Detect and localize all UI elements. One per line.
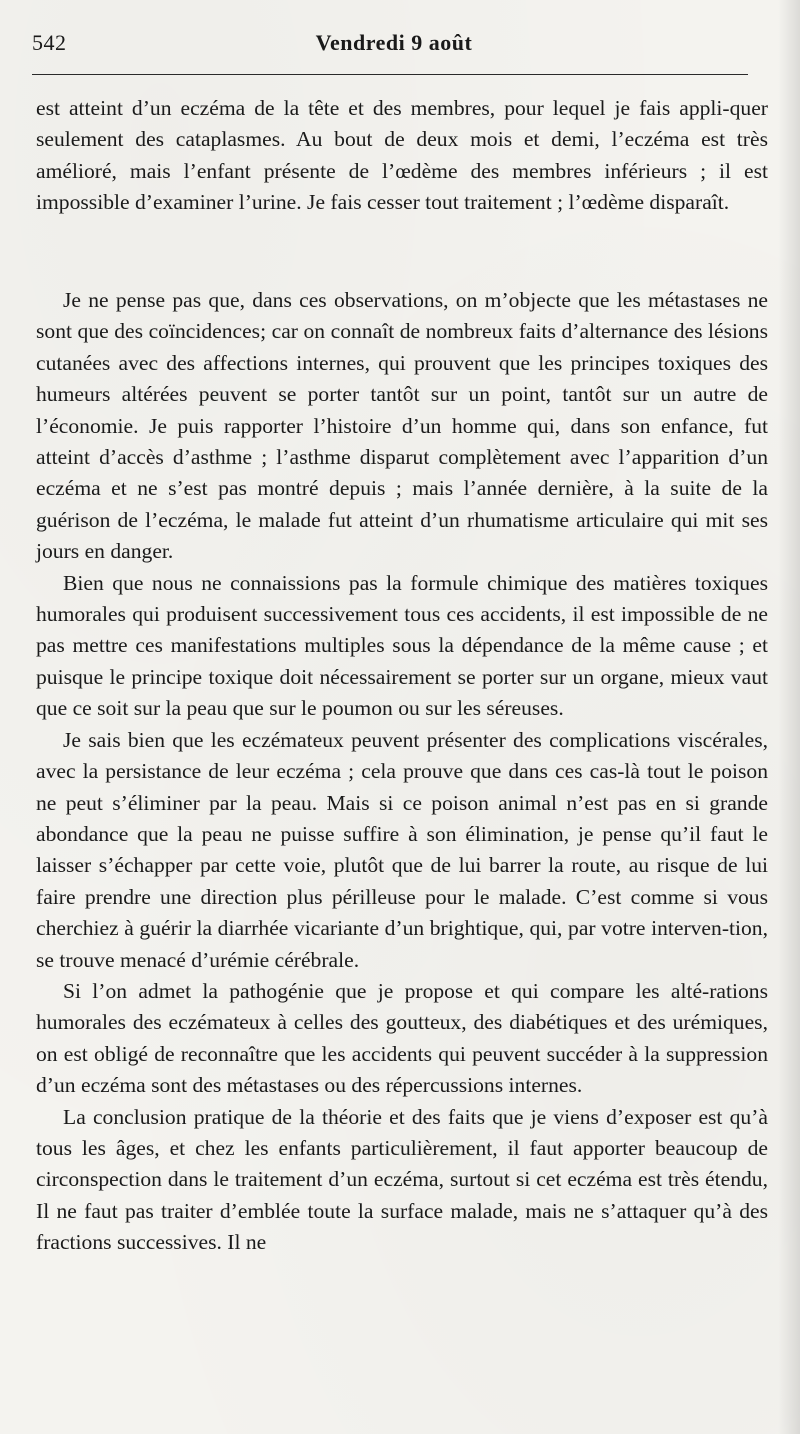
header-rule xyxy=(32,74,748,75)
paragraph: La conclusion pratique de la théorie et des faits que je viens d’exposer est qu’à tous les âges, et chez les enfants particulièrement, il faut apporter beaucoup de circonspection dans le traitement d’un eczéma, surtout si cet eczéma est très étendu, Il ne faut pas traiter d’emblée toute la surface malade, mais ne s’attaquer qu’à des fractions successives. Il ne xyxy=(36,1104,768,1255)
paragraph: Je ne pense pas que, dans ces observations, on m’objecte que les métastases ne sont que des coïncidences; car on connaît de nombreux faits d’alternance des lésions cutanées avec des affections internes, qui prouvent que les principes toxiques des humeurs altérées peuvent se porter tantôt sur un point, tantôt sur un autre de l’économie. Je puis rapporter l’histoire d’un homme qui, dans son enfance, fut atteint d’accès d’asthme ; l’asthme disparut complètement avec l’apparition d’un eczéma et ne s’est pas montré depuis ; mais l’année dernière, à la suite de la guérison de l’eczéma, le malade fut atteint d’un rhumatisme articulaire qui mit ses jours en danger. xyxy=(36,288,768,564)
running-header xyxy=(32,30,756,60)
page-edge-shadow xyxy=(778,0,800,1434)
paragraph: Bien que nous ne connaissions pas la formule chimique des matières toxiques humorales qui produisent successivement tous ces accidents, il est impossible de ne pas mettre ces manifestations multiples sous la dépendance de la même cause ; et puisque le principe toxique doit nécessairement se porter sur un organe, mieux vaut que ce soit sur la peau que sur le poumon ou sur les séreuses. xyxy=(36,570,768,721)
continued-paragraph-block xyxy=(36,93,768,219)
paragraph: Je sais bien que les eczémateux peuvent présenter des complications viscérales, avec la persistance de leur eczéma ; cela prouve que dans ces cas-là tout le poison ne peut s’éliminer par la peau. Mais si ce poison animal n’est pas en si grande abondance que la peau ne puisse suffire à son élimination, je pense qu’il faut le laisser s’échapper par cette voie, plutôt que de lui barrer la route, au risque de lui faire prendre une direction plus périlleuse pour le malade. C’est comme si vous cherchiez à guérir la diarrhée vicariante d’un brightique, qui, par votre interven-tion, se trouve menacé d’urémie cérébrale. xyxy=(36,727,768,972)
running-title: Vendredi 9 août xyxy=(315,30,473,55)
paragraph: Si l’on admet la pathogénie que je propose et qui compare les alté-rations humorales des eczémateux à celles des goutteux, des diabétiques et des urémiques, on est obligé de reconnaître que les accidents qui peuvent succéder à la suppression d’un eczéma sont des métastases ou des répercussions internes. xyxy=(36,978,768,1098)
main-text-block xyxy=(36,285,768,1259)
page-number: 542 xyxy=(32,30,67,55)
paragraph: est atteint d’un eczéma de la tête et des membres, pour lequel je fais appli-quer seulement des cataplasmes. Au bout de deux mois et demi, l’eczéma est très amélioré, mais l’enfant présente de l’œdème des membres inférieurs ; il est impossible d’examiner l’urine. Je fais cesser tout traitement ; l’œdème disparaît. xyxy=(36,96,768,215)
